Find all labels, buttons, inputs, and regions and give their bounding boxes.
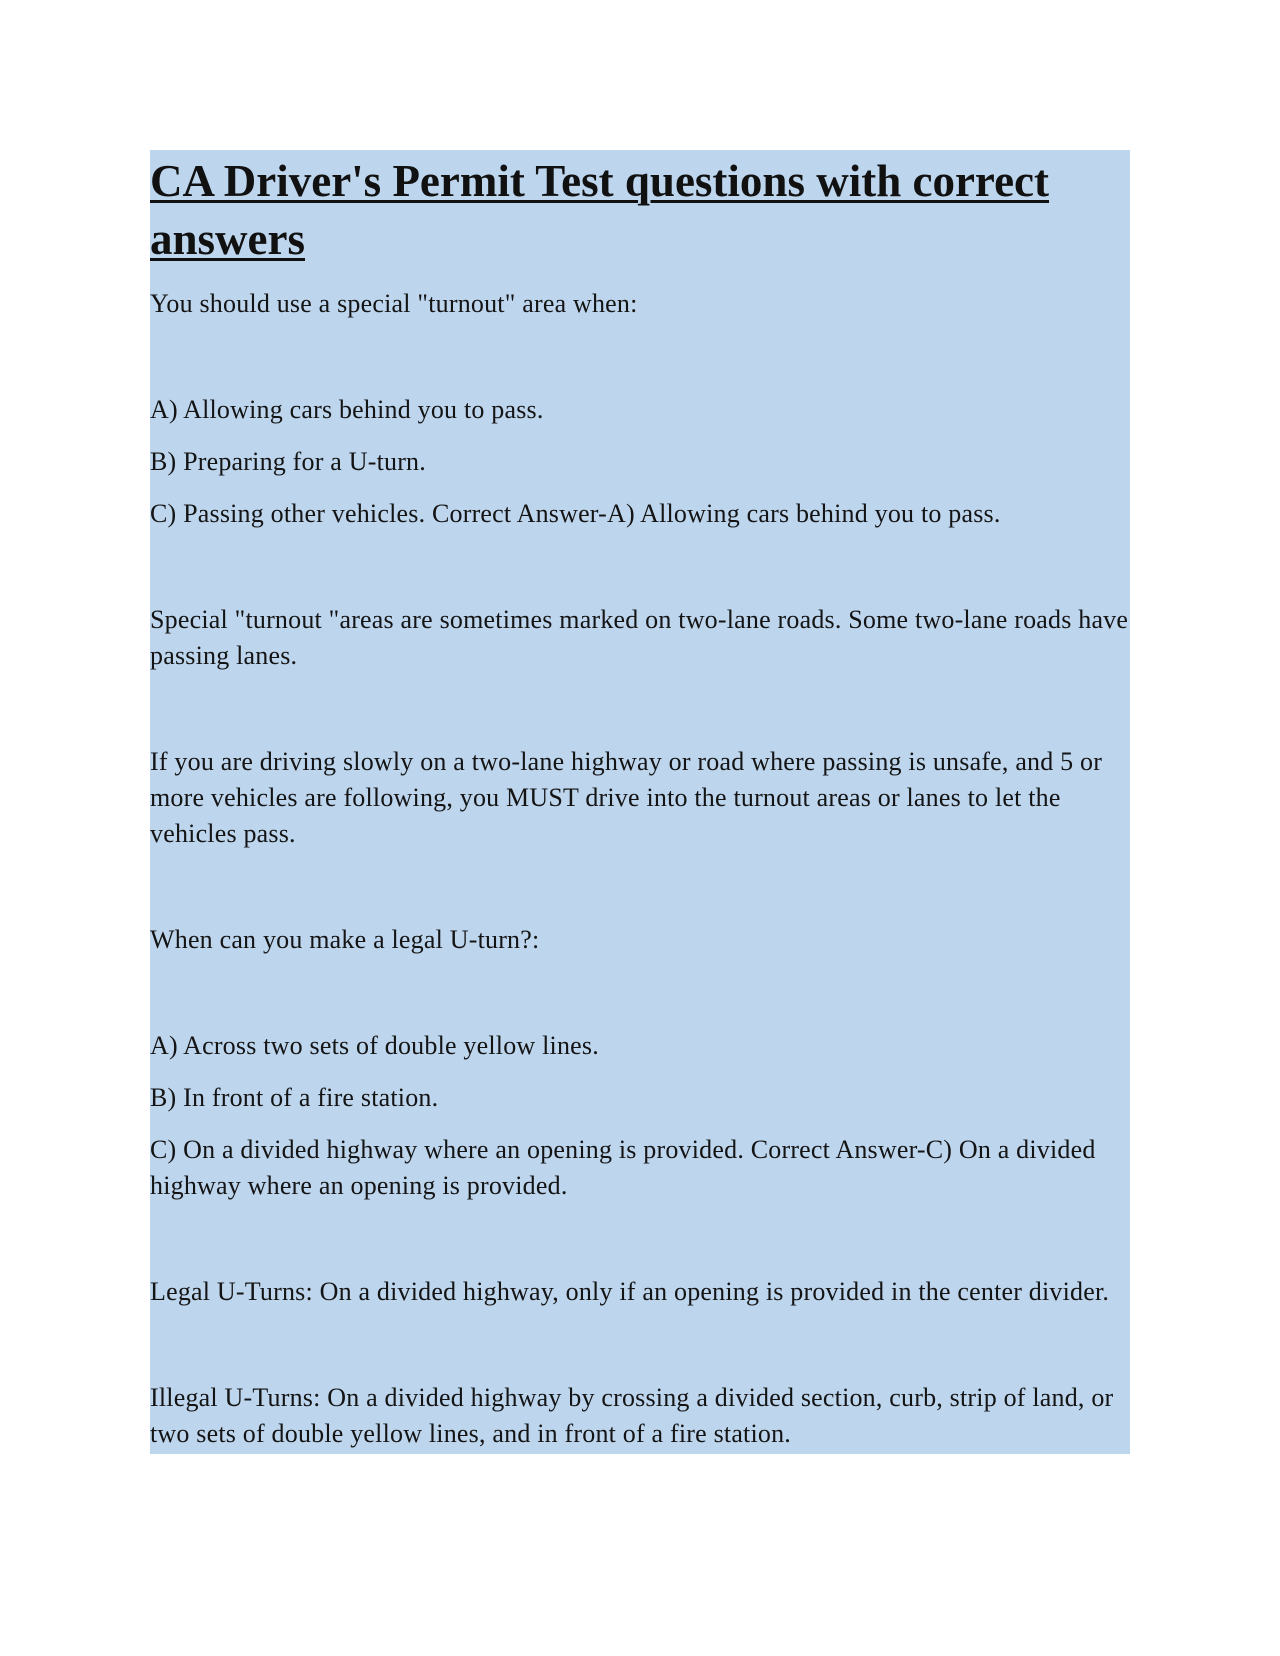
question-2-explanation-1: Legal U-Turns: On a divided highway, only if an opening is provided in the center divider. xyxy=(150,1277,1110,1306)
question-2-text: When can you make a legal U-turn?: xyxy=(150,925,540,954)
question-1-option-b: B) Preparing for a U-turn. xyxy=(150,447,426,476)
question-1-option-c: C) Passing other vehicles. Correct Answer-A) Allowing cars behind you to pass. xyxy=(150,499,1001,528)
document-page-highlighted-block xyxy=(150,150,1130,1454)
question-2-explanation-2: Illegal U-Turns: On a divided highway by crossing a divided section, curb, strip of land, or two sets of double yellow lines, and in front of a fire station. xyxy=(150,1383,1114,1448)
question-1-explanation-2: If you are driving slowly on a two-lane highway or road where passing is unsafe, and 5 or more vehicles are following, you MUST drive into the turnout areas or lanes to let the vehicles pass. xyxy=(150,747,1103,848)
document-title: CA Driver's Permit Test questions with correct answers xyxy=(150,156,1050,264)
question-2-option-c: C) On a divided highway where an opening is provided. Correct Answer-C) On a divided highway where an opening is provided. xyxy=(150,1135,1096,1200)
question-2-option-b: B) In front of a fire station. xyxy=(150,1083,439,1112)
question-1-text: You should use a special "turnout" area when: xyxy=(150,289,638,318)
question-2-option-a: A) Across two sets of double yellow lines. xyxy=(150,1031,599,1060)
question-1-explanation-1: Special "turnout "areas are sometimes marked on two-lane roads. Some two-lane roads have passing lanes. xyxy=(150,605,1129,670)
question-1-option-a: A) Allowing cars behind you to pass. xyxy=(150,395,544,424)
